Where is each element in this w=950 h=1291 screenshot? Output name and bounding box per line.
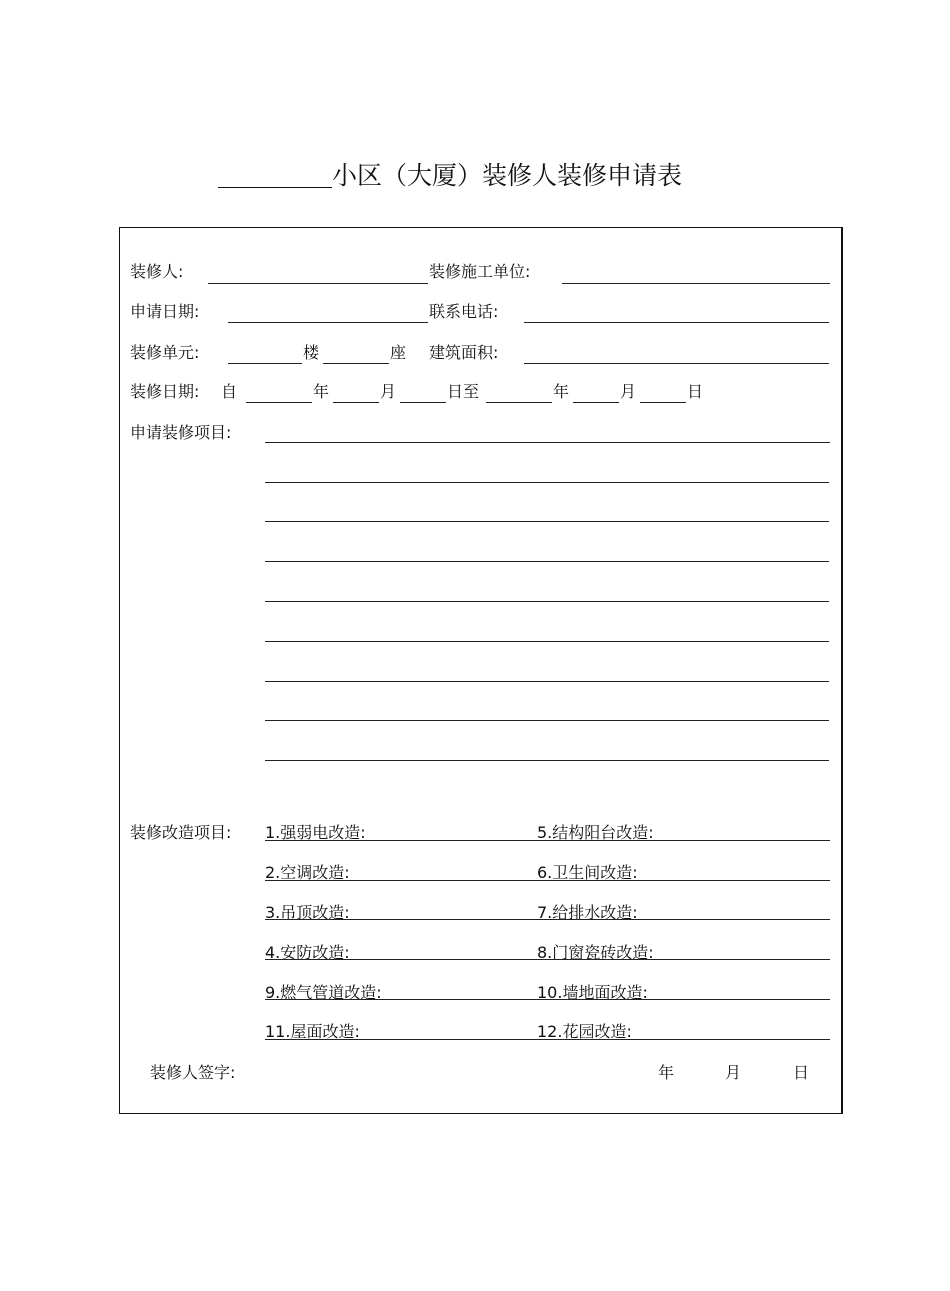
renovation-line[interactable] [265, 880, 830, 881]
items-line[interactable] [265, 561, 829, 562]
end-month-label: 月 [620, 382, 637, 401]
start-year-field[interactable] [246, 402, 312, 403]
renovation-line[interactable] [265, 1039, 830, 1040]
renovation-item: 12.花园改造: [537, 1022, 632, 1041]
title-text: 小区（大厦）装修人装修申请表 [332, 161, 683, 190]
items-line[interactable] [265, 482, 829, 483]
renovation-item: 6.卫生间改造: [537, 863, 638, 882]
contractor-field[interactable] [562, 283, 830, 284]
renovation-item: 10.墙地面改造: [537, 983, 648, 1002]
renovation-item: 2.空调改造: [265, 863, 350, 882]
renovation-item: 9.燃气管道改造: [265, 983, 382, 1002]
decorator-label: 装修人: [130, 262, 184, 281]
start-month-field[interactable] [333, 402, 379, 403]
signature-month: 月 [725, 1063, 742, 1082]
building-label: 楼 [303, 343, 320, 362]
end-month-field[interactable] [573, 402, 619, 403]
renovation-item: 11.屋面改造: [265, 1022, 360, 1041]
from-label: 自 [221, 382, 238, 401]
area-field[interactable] [524, 363, 829, 364]
renovation-line[interactable] [265, 959, 830, 960]
items-line[interactable] [265, 601, 829, 602]
items-line[interactable] [265, 641, 829, 642]
renovation-label: 装修改造项目: [130, 823, 232, 842]
start-year-label: 年 [313, 382, 330, 401]
contractor-label: 装修施工单位: [429, 262, 531, 281]
period-label: 装修日期: [130, 382, 200, 401]
day-to-label: 日至 [447, 382, 480, 401]
renovation-item: 5.结构阳台改造: [537, 823, 654, 842]
renovation-item: 7.给排水改造: [537, 903, 638, 922]
apply-date-label: 申请日期: [130, 302, 200, 321]
renovation-line[interactable] [265, 840, 830, 841]
signature-year: 年 [658, 1063, 675, 1082]
end-day-field[interactable] [640, 402, 686, 403]
building-field[interactable] [228, 363, 302, 364]
items-line[interactable] [265, 521, 829, 522]
title-blank-line[interactable] [218, 163, 332, 188]
renovation-item: 1.强弱电改造: [265, 823, 366, 842]
area-label: 建筑面积: [429, 343, 499, 362]
items-line[interactable] [265, 720, 829, 721]
phone-label: 联系电话: [429, 302, 499, 321]
apply-date-field[interactable] [228, 322, 428, 323]
items-line[interactable] [265, 442, 830, 443]
start-day-field[interactable] [400, 402, 446, 403]
renovation-item: 3.吊顶改造: [265, 903, 350, 922]
block-field[interactable] [323, 363, 389, 364]
phone-field[interactable] [524, 322, 829, 323]
end-year-field[interactable] [486, 402, 552, 403]
renovation-item: 4.安防改造: [265, 943, 350, 962]
decorator-field[interactable] [208, 283, 428, 284]
block-label: 座 [390, 343, 407, 362]
items-line[interactable] [265, 681, 829, 682]
items-line[interactable] [265, 760, 829, 761]
end-day-label: 日 [687, 382, 704, 401]
renovation-line[interactable] [265, 999, 830, 1000]
signature-day: 日 [793, 1063, 810, 1082]
renovation-line[interactable] [265, 919, 830, 920]
start-month-label: 月 [380, 382, 397, 401]
renovation-item: 8.门窗瓷砖改造: [537, 943, 654, 962]
unit-label: 装修单元: [130, 343, 200, 362]
items-label: 申请装修项目: [130, 423, 232, 442]
signature-label: 装修人签字: [150, 1063, 236, 1082]
end-year-label: 年 [553, 382, 570, 401]
page-title [218, 156, 682, 192]
